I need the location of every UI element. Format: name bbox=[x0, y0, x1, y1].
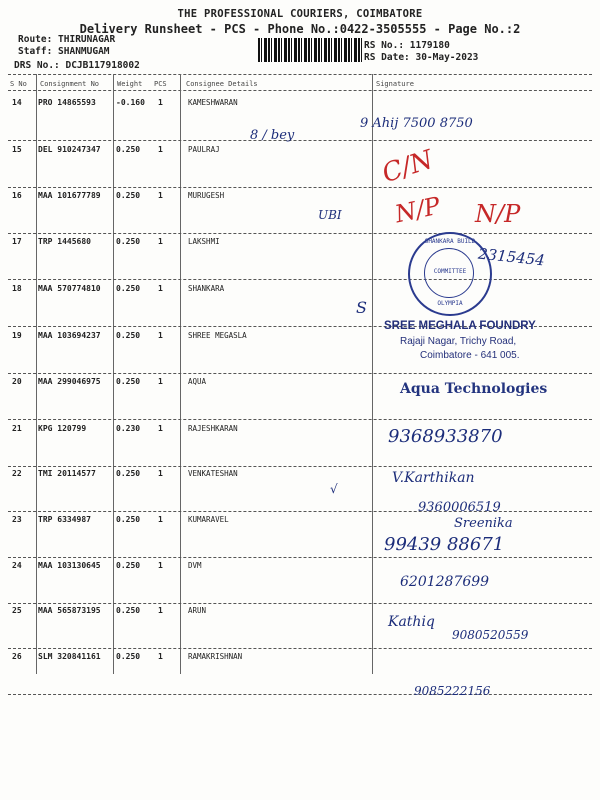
handwriting: 9368933870 bbox=[388, 426, 503, 447]
row-consignee: SHANKARA bbox=[188, 284, 225, 293]
seal-middle-text: COMMITTEE bbox=[433, 268, 467, 275]
row-pcs: 1 bbox=[158, 145, 163, 154]
row-weight: 0.250 bbox=[116, 284, 141, 293]
row-pcs: 1 bbox=[158, 469, 163, 478]
row-consignee: KAMESHWARAN bbox=[188, 98, 238, 107]
round-seal bbox=[408, 232, 492, 316]
row-consignee: DVM bbox=[188, 561, 202, 570]
row-weight: 0.250 bbox=[116, 191, 141, 200]
row-pcs: 1 bbox=[158, 561, 163, 570]
row-divider bbox=[8, 466, 592, 467]
row-consignment: MAA 103694237 bbox=[38, 331, 101, 340]
row-pcs: 1 bbox=[158, 284, 163, 293]
row-weight: 0.250 bbox=[116, 515, 141, 524]
row-weight: 0.250 bbox=[116, 606, 141, 615]
handwriting: V.Karthikan bbox=[392, 470, 475, 486]
col-sno: S No bbox=[10, 80, 27, 88]
handwriting-red: C/N bbox=[378, 144, 437, 190]
handwriting: 8 / bey bbox=[250, 128, 295, 143]
handwriting-red: N/P bbox=[392, 191, 443, 229]
row-divider bbox=[8, 233, 592, 234]
row-pcs: 1 bbox=[158, 424, 163, 433]
row-consignment: TRP 1445680 bbox=[38, 237, 91, 246]
row-sno: 19 bbox=[12, 331, 22, 340]
row-sno: 23 bbox=[12, 515, 22, 524]
handwriting: Kathiq bbox=[388, 614, 435, 630]
row-consignee: RAJESHKARAN bbox=[188, 424, 238, 433]
handwriting: 6201287699 bbox=[400, 574, 490, 590]
row-divider bbox=[8, 279, 592, 280]
row-pcs: 1 bbox=[158, 377, 163, 386]
row-pcs: 1 bbox=[158, 652, 163, 661]
row-sno: 21 bbox=[12, 424, 22, 433]
row-consignment: TRP 6334987 bbox=[38, 515, 91, 524]
row-pcs: 1 bbox=[158, 331, 163, 340]
foundry-stamp-city: Coimbatore - 641 005. bbox=[420, 350, 520, 361]
row-consignment: SLM 320841161 bbox=[38, 652, 101, 661]
company-title: THE PROFESSIONAL COURIERS, COIMBATORE bbox=[177, 8, 423, 20]
handwriting: Sreenika bbox=[454, 516, 513, 531]
row-sno: 22 bbox=[12, 469, 22, 478]
row-divider bbox=[8, 373, 592, 374]
row-consignee: PAULRAJ bbox=[188, 145, 220, 154]
handwriting: 9085222156 bbox=[414, 684, 491, 698]
row-consignee: MURUGESH bbox=[188, 191, 225, 200]
handwriting: 9360006519 bbox=[418, 500, 501, 515]
row-divider bbox=[8, 140, 592, 141]
row-sno: 17 bbox=[12, 237, 22, 246]
drs-number: DRS No.: DCJB117918002 bbox=[14, 60, 140, 71]
rs-number: RS No.: 1179180 bbox=[364, 40, 450, 51]
handwriting: 2315454 bbox=[477, 244, 546, 270]
row-consignment: PRO 14865593 bbox=[38, 98, 96, 107]
row-weight: 0.230 bbox=[116, 424, 141, 433]
row-consignee: ARUN bbox=[188, 606, 207, 615]
row-divider bbox=[8, 419, 592, 420]
row-consignee: VENKATESHAN bbox=[188, 469, 238, 478]
row-pcs: 1 bbox=[158, 98, 163, 107]
row-pcs: 1 bbox=[158, 515, 163, 524]
row-consignment: MAA 299046975 bbox=[38, 377, 101, 386]
row-pcs: 1 bbox=[158, 606, 163, 615]
row-weight: 0.250 bbox=[116, 377, 141, 386]
column-divider bbox=[180, 74, 181, 674]
handwriting: UBI bbox=[318, 208, 342, 222]
runsheet-title: Delivery Runsheet - PCS - Phone No.:0422-3505555 - Page No.:2 bbox=[79, 22, 521, 36]
row-sno: 20 bbox=[12, 377, 22, 386]
row-weight: 0.250 bbox=[116, 561, 141, 570]
row-weight: 0.250 bbox=[116, 469, 141, 478]
handwriting: √ bbox=[330, 482, 338, 496]
row-consignment: MAA 103130645 bbox=[38, 561, 101, 570]
row-consignee: AQUA bbox=[188, 377, 207, 386]
row-sno: 26 bbox=[12, 652, 22, 661]
row-consignee: LAKSHMI bbox=[188, 237, 220, 246]
row-consignment: MAA 101677789 bbox=[38, 191, 101, 200]
col-signature: Signature bbox=[376, 80, 414, 88]
row-divider bbox=[8, 603, 592, 604]
row-sno: 14 bbox=[12, 98, 22, 107]
row-weight: 0.250 bbox=[116, 145, 141, 154]
row-divider bbox=[8, 694, 592, 695]
row-consignee: RAMAKRISHNAN bbox=[188, 652, 243, 661]
row-consignee: SHREE MEGASLA bbox=[188, 331, 247, 340]
row-sno: 15 bbox=[12, 145, 22, 154]
row-weight: 0.250 bbox=[116, 331, 141, 340]
row-weight: -0.160 bbox=[116, 98, 145, 107]
column-divider bbox=[372, 74, 373, 674]
header-top-rule bbox=[8, 74, 592, 75]
barcode bbox=[258, 38, 362, 62]
seal-top-text: SHANKARA BUILD bbox=[424, 238, 476, 245]
header-bottom-rule bbox=[8, 90, 592, 91]
row-pcs: 1 bbox=[158, 237, 163, 246]
row-sno: 24 bbox=[12, 561, 22, 570]
row-divider bbox=[8, 557, 592, 558]
row-consignment: TMI 20114577 bbox=[38, 469, 96, 478]
route: Route: THIRUNAGAR bbox=[18, 34, 116, 45]
column-divider bbox=[36, 74, 37, 674]
handwriting: 9 Ahij 7500 8750 bbox=[360, 116, 473, 131]
col-weight: Weight bbox=[117, 80, 143, 88]
foundry-stamp-name: SREE MEGHALA FOUNDRY bbox=[384, 320, 536, 332]
row-consignment: DEL 910247347 bbox=[38, 145, 101, 154]
row-divider bbox=[8, 648, 592, 649]
row-sno: 16 bbox=[12, 191, 22, 200]
col-consignee: Consignee Details bbox=[186, 80, 258, 88]
row-consignment: MAA 565873195 bbox=[38, 606, 101, 615]
row-divider bbox=[8, 187, 592, 188]
column-divider bbox=[113, 74, 114, 674]
row-pcs: 1 bbox=[158, 191, 163, 200]
row-consignee: KUMARAVEL bbox=[188, 515, 229, 524]
row-sno: 18 bbox=[12, 284, 22, 293]
row-weight: 0.250 bbox=[116, 652, 141, 661]
row-consignment: MAA 570774810 bbox=[38, 284, 101, 293]
handwriting: 9080520559 bbox=[452, 628, 529, 642]
foundry-stamp-address: Rajaji Nagar, Trichy Road, bbox=[400, 336, 517, 347]
handwriting: 99439 88671 bbox=[384, 534, 505, 555]
aqua-stamp: Aqua Technologies bbox=[400, 381, 548, 397]
handwriting: S bbox=[356, 298, 367, 317]
staff: Staff: SHANMUGAM bbox=[18, 46, 110, 57]
row-divider bbox=[8, 511, 592, 512]
row-weight: 0.250 bbox=[116, 237, 141, 246]
col-pcs: PCS bbox=[154, 80, 167, 88]
row-sno: 25 bbox=[12, 606, 22, 615]
seal-bottom-text: OLYMPIA bbox=[437, 300, 463, 307]
handwriting-red: N/P bbox=[475, 200, 521, 228]
rs-date: RS Date: 30-May-2023 bbox=[364, 52, 479, 63]
row-consignment: KPG 120799 bbox=[38, 424, 87, 433]
col-consignment: Consignment No bbox=[40, 80, 100, 88]
